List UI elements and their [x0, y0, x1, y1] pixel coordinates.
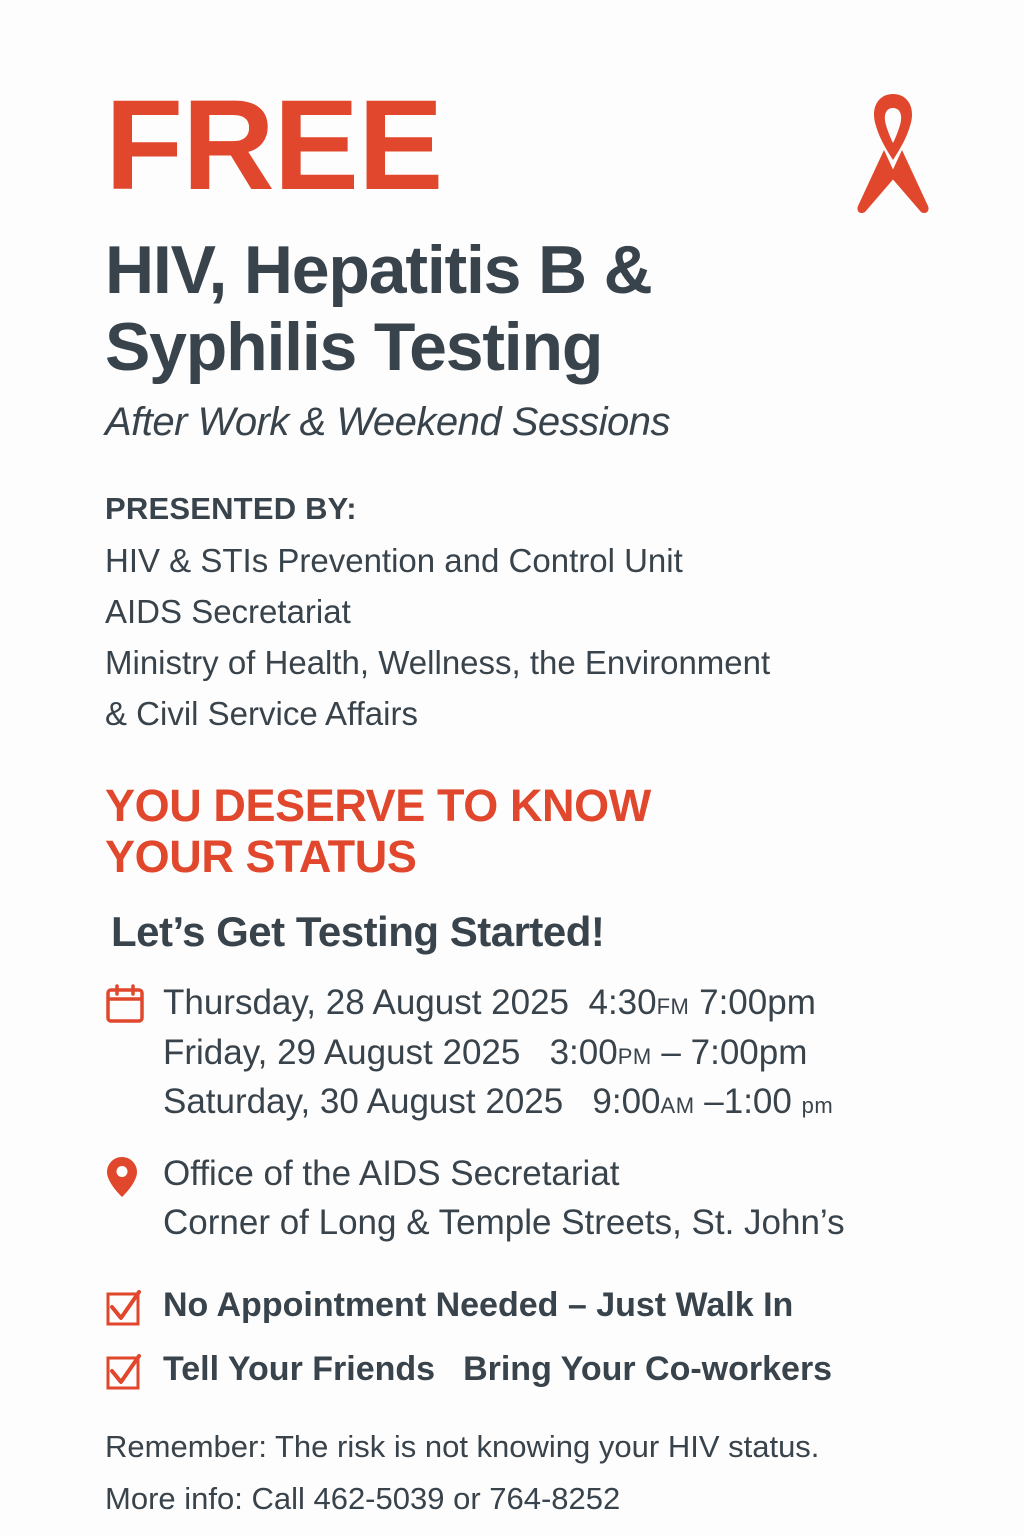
slogan [105, 781, 934, 882]
date-row [163, 1028, 934, 1078]
slogan-line-2: YOUR STATUS [105, 830, 417, 882]
presented-by-line: & Civil Service Affairs [105, 695, 418, 733]
checklist-item-label-secondary: Bring Your Co-workers [463, 1349, 833, 1388]
date-dash: – [704, 1082, 724, 1122]
subheading: After Work & Weekend Sessions [105, 399, 670, 444]
checklist [105, 1283, 934, 1391]
calendar-icon [105, 978, 163, 1024]
remember-text: Remember: The risk is not knowing your HIV status. [105, 1429, 820, 1465]
checkbox-checked-icon [105, 1347, 163, 1391]
date-row [163, 978, 934, 1028]
date-end: 7:00pm [699, 983, 816, 1022]
map-pin-icon [105, 1149, 163, 1199]
location-line-2: Corner of Long & Temple Streets, St. John’s [163, 1203, 845, 1243]
slogan-line-1: YOU DESERVE TO KNOW [105, 780, 651, 832]
date-end: 1:00 [723, 1082, 792, 1122]
presented-by-line: HIV & STIs Prevention and Control Unit [105, 541, 683, 579]
date-start: 9:00 [592, 1082, 661, 1122]
date-end: 7:00pm [690, 1032, 808, 1072]
footer-note [105, 1425, 934, 1521]
location-line-1: Office of the AIDS Secretariat [163, 1154, 620, 1194]
presented-by-line: Ministry of Health, Wellness, the Environment [105, 643, 771, 681]
call-to-action: Let’s Get Testing Started! [111, 908, 605, 955]
headline-line-1: HIV, Hepatitis B & [105, 232, 652, 308]
presented-by-list [105, 535, 934, 740]
date-day: Saturday, 30 August 2025 [163, 1082, 564, 1122]
checklist-item [105, 1347, 934, 1391]
dates-list [163, 978, 934, 1127]
date-dash: – [661, 1032, 681, 1072]
headline-line-2: Syphilis Testing [105, 308, 603, 385]
date-day: Friday, 29 August 2025 [163, 1032, 521, 1072]
date-start-suffix: PM [617, 1043, 652, 1069]
location-lines [163, 1149, 934, 1247]
more-info-text: More info: Call 462-5039 or 764-8252 [105, 1481, 621, 1517]
checklist-item-label: Tell Your Friends [163, 1349, 436, 1388]
date-start: 4:30 [588, 983, 657, 1022]
dates-block [105, 978, 934, 1127]
date-end-suffix: pm [801, 1093, 834, 1119]
checklist-item-label-group [163, 1350, 832, 1389]
page-title [105, 232, 934, 386]
date-start: 3:00 [549, 1032, 618, 1072]
location-block [105, 1149, 934, 1247]
date-day: Thursday, 28 August 2025 [163, 983, 570, 1022]
headline-free: FREE [105, 74, 443, 217]
presented-by-label: PRESENTED BY: [105, 490, 357, 526]
aids-ribbon-icon [848, 88, 938, 218]
date-row [163, 1077, 934, 1127]
checkbox-checked-icon [105, 1283, 163, 1327]
presented-by-line: AIDS Secretariat [105, 592, 351, 630]
date-start-suffix: FM [656, 994, 690, 1019]
checklist-item [105, 1283, 934, 1327]
checklist-item-label: No Appointment Needed – Just Walk In [163, 1285, 794, 1324]
date-start-suffix: AM [660, 1093, 695, 1119]
